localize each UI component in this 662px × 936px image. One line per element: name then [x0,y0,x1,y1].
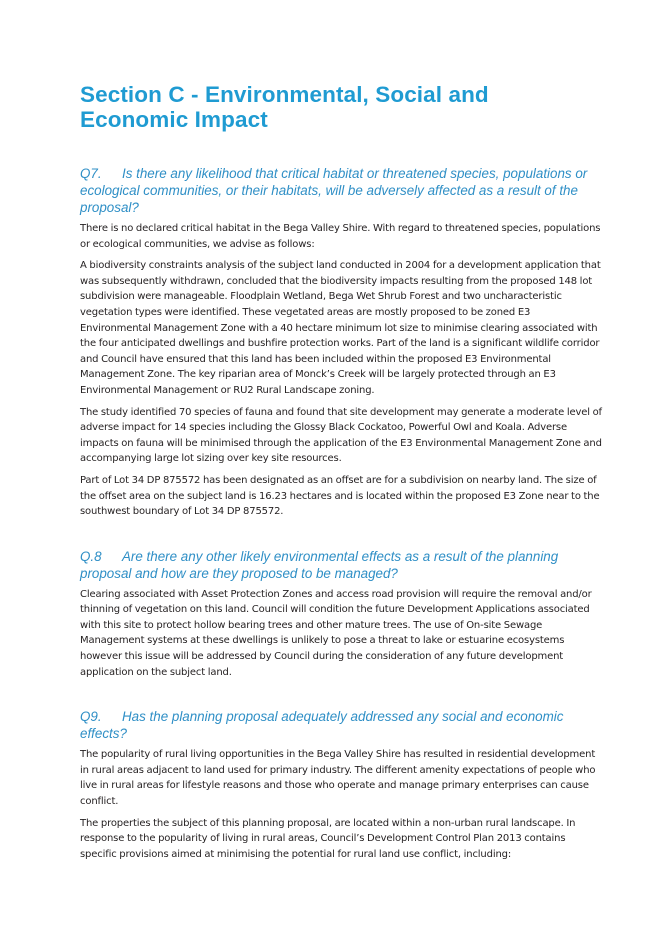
q7-paragraph-1: There is no declared critical habitat in the Bega Valley Shire. With regard to threatened species, populations or ecological communities, we advise as follows: [80,223,601,250]
q8-question [80,548,602,582]
q8-question-text: Are there any other likely environmental effects as a result of the planning proposal and how are they proposed to be managed? [80,548,559,581]
q9-question-text: Has the planning proposal adequately addressed any social and economic effects? [80,709,564,742]
q7-number: Q7. [80,166,102,181]
q7-paragraph-3: The study identified 70 species of fauna and found that site development may generate a moderate level of adverse impact for 14 species including the Glossy Black Cockatoo, Powerful Owl and Koala. Adverse impacts on fauna will be minimised through the application of the E3 Environmental Management Zone and accompanying large lot sizing over key site resources. [80,406,602,465]
section-title: Section C - Environmental, Social and Economic Impact [80,82,489,132]
q9-paragraph-2: The properties the subject of this planning proposal, are located within a non-urban rural landscape. In response to the popularity of living in rural areas, Council’s Development Control Plan 2013 contains specific provisions aimed at minimising the potential for rural land use conflict, including: [80,817,576,860]
q7-question [80,165,602,216]
q9-block [80,708,602,862]
q8-block [80,548,602,681]
q7-paragraph-4: Part of Lot 34 DP 875572 has been designated as an offset are for a subdivision on nearby land. The size of the offset area on the subject land is 16.23 hectares and is located within the proposed E3 Zone near to the southwest boundary of Lot 34 DP 875572. [80,474,600,518]
q7-block [80,165,602,520]
q8-paragraph-1: Clearing associated with Asset Protection Zones and access road provision will require the removal and/or thinning of vegetation on this land. Council will condition the future Development Applications associated with this site to protect hollow bearing trees and other mature trees. The use of On-site Sewage Management systems at these dwellings is unlikely to pose a threat to lake or estuarine ecosystems however this issue will be addressed by Council during the consideration of any future development application on the subject land. [80,588,592,678]
q8-number: Q.8 [80,548,102,564]
q7-paragraph-2: A biodiversity constraints analysis of the subject land conducted in 2004 for a development application that was subsequently withdrawn, concluded that the biodiversity impacts resulting from the proposed 148 lot subdivision were manageable. Floodplain Wetland, Bega Wet Shrub Forest and two uncharacteristic vegetation types were identified. These vegetated areas are mostly proposed to be zoned E3 Environmental Management Zone with a 40 hectare minimum lot size to minimise clearing associated with the four anticipated dwellings and bushfire protection works. Part of the land is a significant wildlife corridor and Council have ensured that this land has been included within the proposed E3 Environmental Management Zone. The key riparian area of Monck’s Creek will be largely protected through an E3 Environmental Management or RU2 Rural Landscape zoning. [80,260,601,396]
q9-number: Q9. [80,709,102,725]
q9-paragraph-1: The popularity of rural living opportunities in the Bega Valley Shire has resulted in residential development in rural areas adjacent to land used for primary industry. The different amenity expectations of people who live in rural areas for lifestyle reasons and those who operate and manage primary enterprises can cause conflict. [80,749,596,808]
q7-question-text: Is there any likelihood that critical habitat or threatened species, populations or ecological communities, or their habitats, will be adversely affected as a result of the proposal? [80,166,588,215]
q9-question [80,708,602,742]
